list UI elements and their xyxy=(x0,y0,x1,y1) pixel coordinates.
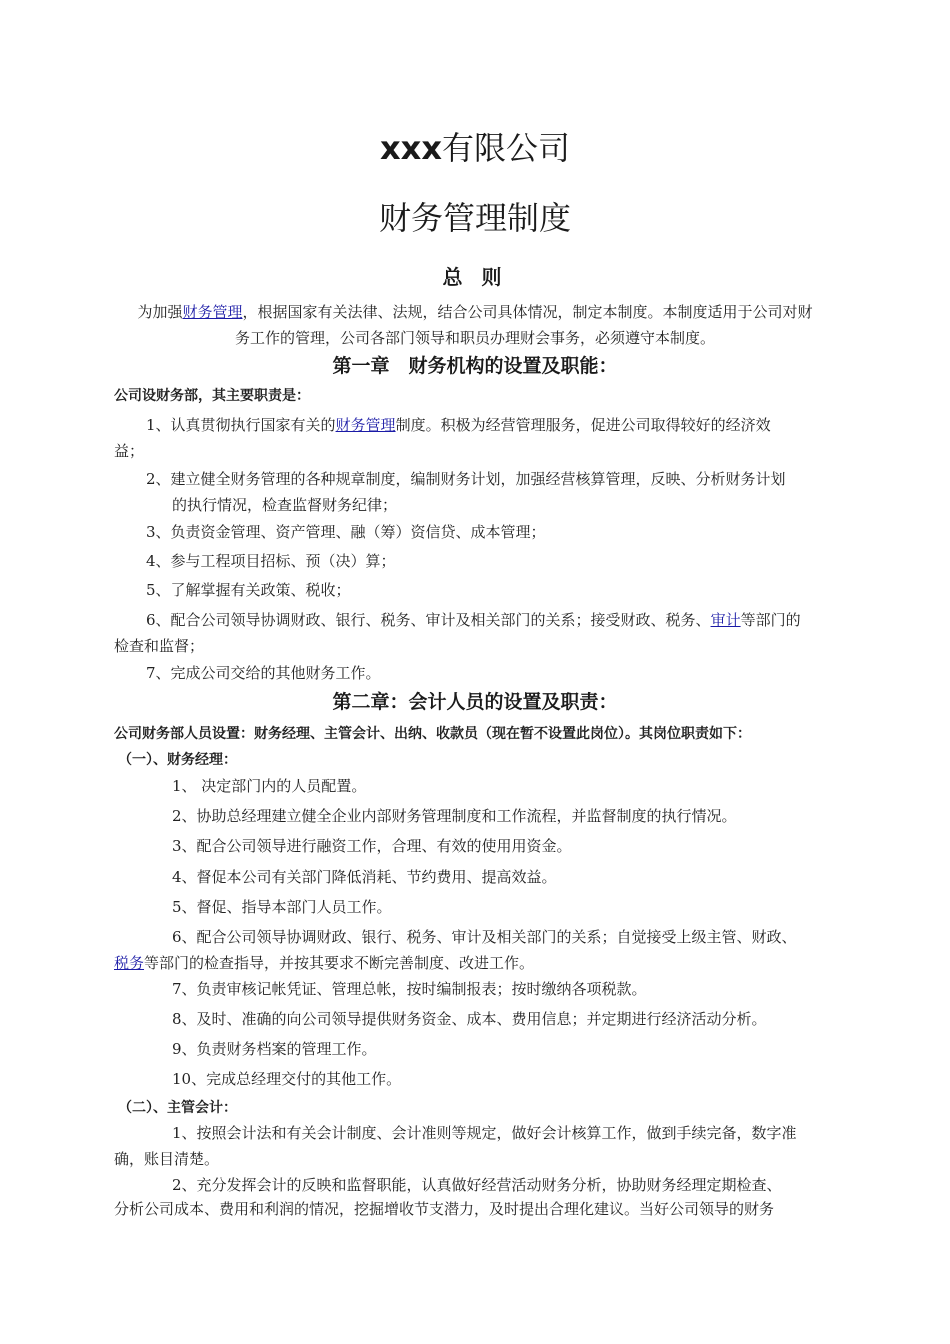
intro-line-2: 务工作的管理，公司各部门领导和职员办理财会事务，必须遵守本制度。 xyxy=(234,329,715,347)
manager-duty-4: 4、督促本公司有关部门降低消耗、节约费用、提高效益。 xyxy=(172,868,557,886)
ch1-item-2: 2、建立健全财务管理的各种规章制度，编制财务计划，加强经营核算管理，反映、分析财务计划 xyxy=(146,470,786,488)
chapter-1-heading: 第一章 财务机构的设置及职能： xyxy=(332,355,618,377)
manager-duty-9: 9、负责财务档案的管理工作。 xyxy=(172,1040,377,1058)
manager-duty-6: 6、配合公司领导协调财政、银行、税务、审计及相关部门的关系；自觉接受上级主管、财政、 xyxy=(172,928,797,946)
manager-duty-5: 5、督促、指导本部门人员工作。 xyxy=(172,898,392,916)
section-chief-accountant: （二）、主管会计： xyxy=(118,1100,237,1116)
ch1-item-6-cont: 检查和监督； xyxy=(114,637,205,655)
item-text: 1、认真贯彻执行国家有关的 xyxy=(146,416,336,434)
chapter-2-lead: 公司财务部人员设置：财务经理、主管会计、出纳、收款员（现在暂不设置此岗位）。其岗位职责如下： xyxy=(114,726,751,742)
audit-link[interactable]: 审计 xyxy=(710,611,741,629)
intro-text: ，根据国家有关法律、法规，结合公司具体情况，制定本制度。本制度适用于公司对财 xyxy=(242,303,813,321)
ch1-item-5: 5、了解掌握有关政策、税收； xyxy=(146,581,351,599)
general-heading: 总 则 xyxy=(442,265,508,289)
financial-management-link[interactable]: 财务管理 xyxy=(335,416,396,434)
item-text: 等部门的 xyxy=(740,611,801,629)
ch1-item-4: 4、参与工程项目招标、预（决）算； xyxy=(146,552,396,570)
manager-duty-7: 7、负责审核记帐凭证、管理总帐，按时编制报表；按时缴纳各项税款。 xyxy=(172,980,647,998)
tax-link[interactable]: 税务 xyxy=(114,954,145,972)
financial-management-link[interactable]: 财务管理 xyxy=(182,303,243,321)
manager-duty-6-cont xyxy=(114,953,534,973)
item-text: 制度。积极为经营管理服务，促进公司取得较好的经济效 xyxy=(395,416,771,434)
accountant-duty-1: 1、按照会计法和有关会计制度、会计准则等规定，做好会计核算工作，做到手续完备，数字准 xyxy=(172,1124,797,1142)
manager-duty-2: 2、协助总经理建立健全企业内部财务管理制度和工作流程，并监督制度的执行情况。 xyxy=(172,807,737,825)
intro-text: 为加强 xyxy=(137,303,183,321)
accountant-duty-2-cont: 分析公司成本、费用和利润的情况，挖掘增收节支潜力，及时提出合理化建议。当好公司领导的财务 xyxy=(114,1200,775,1218)
manager-duty-3: 3、配合公司领导进行融资工作，合理、有效的使用用资金。 xyxy=(172,837,572,855)
company-title-latin: xxx xyxy=(380,129,442,167)
item-text: 等部门的检查指导，并按其要求不断完善制度、改进工作。 xyxy=(144,954,535,972)
accountant-duty-2: 2、充分发挥会计的反映和监督职能，认真做好经营活动财务分析，协助财务经理定期检查、 xyxy=(172,1176,782,1194)
intro-line-1 xyxy=(0,302,950,322)
company-title xyxy=(0,126,950,170)
manager-duty-8: 8、及时、准确的向公司领导提供财务资金、成本、费用信息；并定期进行经济活动分析。 xyxy=(172,1010,767,1028)
ch1-item-1-cont: 益； xyxy=(114,442,145,460)
company-title-cjk: 有限公司 xyxy=(441,129,570,167)
ch1-item-7: 7、完成公司交给的其他财务工作。 xyxy=(146,664,381,682)
ch1-item-1 xyxy=(146,415,771,435)
chapter-2-heading: 第二章：会计人员的设置及职责： xyxy=(332,691,618,713)
section-finance-manager: （一）、财务经理： xyxy=(118,752,237,768)
accountant-duty-1-cont: 确，账目清楚。 xyxy=(114,1150,220,1168)
manager-duty-10: 10、完成总经理交付的其他工作。 xyxy=(172,1070,402,1088)
manager-duty-1: 1、 决定部门内的人员配置。 xyxy=(172,777,367,795)
item-text: 6、配合公司领导协调财政、银行、税务、审计及相关部门的关系；接受财政、税务、 xyxy=(146,611,711,629)
chapter-1-lead: 公司设财务部，其主要职责是： xyxy=(114,388,310,404)
ch1-item-3: 3、负责资金管理、资产管理、融（筹）资信贷、成本管理； xyxy=(146,523,546,541)
document-title: 财务管理制度 xyxy=(378,199,571,237)
ch1-item-6 xyxy=(146,610,801,630)
ch1-item-2-cont: 的执行情况，检查监督财务纪律； xyxy=(172,496,398,514)
